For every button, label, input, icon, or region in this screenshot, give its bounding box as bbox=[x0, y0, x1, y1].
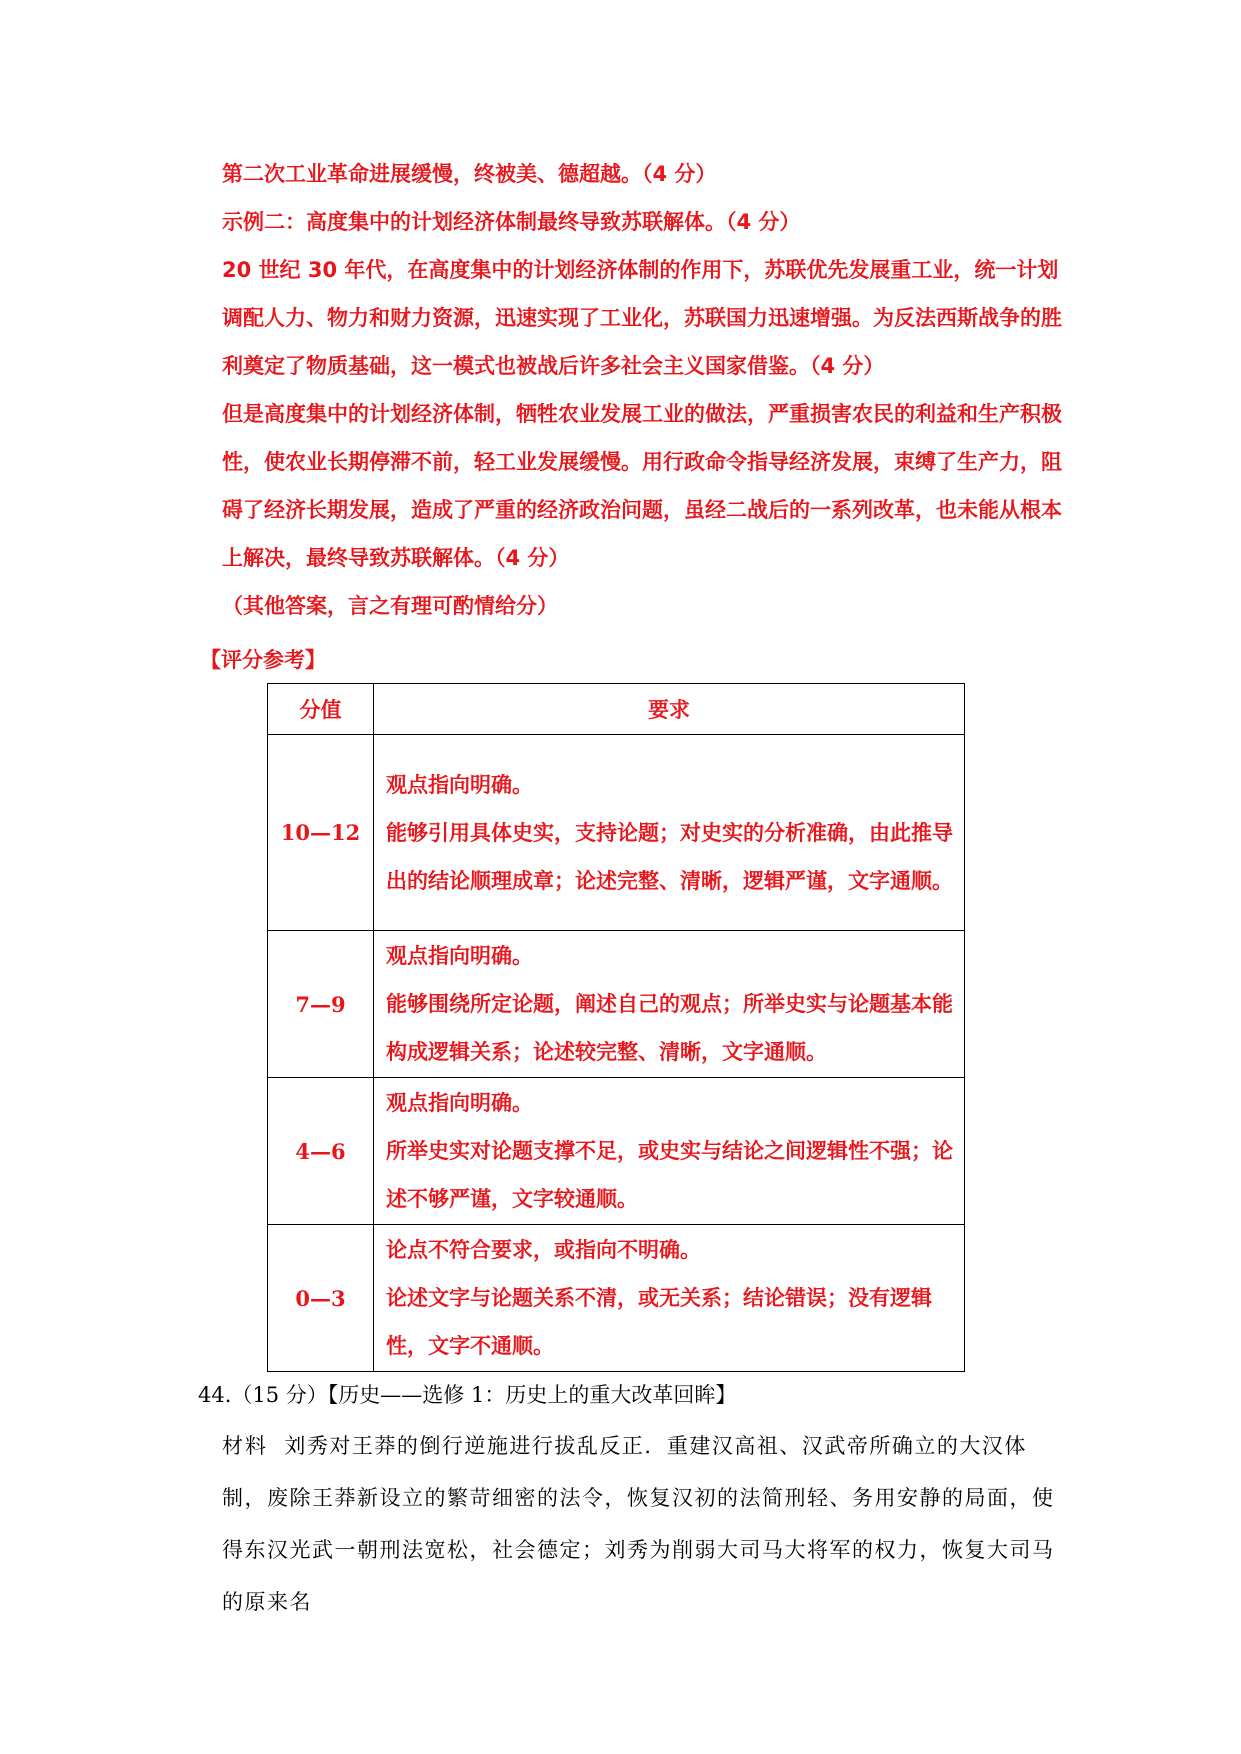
rubric-score: 4—6 bbox=[268, 1078, 374, 1225]
material-label: 材料 bbox=[222, 1434, 268, 1458]
rubric-score: 0—3 bbox=[268, 1225, 374, 1372]
rubric-requirement bbox=[374, 931, 965, 1078]
rubric-header-requirement: 要求 bbox=[374, 684, 965, 735]
rubric-requirement bbox=[374, 1225, 965, 1372]
table-row bbox=[268, 735, 965, 931]
question-44-material bbox=[222, 1420, 1062, 1628]
answer-note: （其他答案，言之有理可酌情给分） bbox=[222, 594, 558, 618]
requirement-line: 观点指向明确。 bbox=[386, 772, 533, 797]
material-text: 刘秀对王莽的倒行逆施进行拔乱反正．重建汉高祖、汉武帝所确立的大汉体制，废除王莽新设立的繁苛细密的法令，恢复汉初的法简刑轻、务用安静的局面，使得东汉光武一朝刑法宽松，社会德定；刘秀为削弱大司马大将军的权力，恢复大司马的原来名 bbox=[222, 1434, 1055, 1614]
requirement-line: 所举史实对论题支撑不足，或史实与结论之间逻辑性不强；论述不够严谨，文字较通顺。 bbox=[386, 1139, 953, 1211]
rubric-header-score: 分值 bbox=[268, 684, 374, 735]
requirement-line: 能够引用具体史实，支持论题；对史实的分析准确，由此推导出的结论顺理成章；论述完整、清晰，逻辑严谨，文字通顺。 bbox=[386, 820, 953, 893]
table-row bbox=[268, 1225, 965, 1372]
requirement-line: 论述文字与论题关系不清，或无关系；结论错误；没有逻辑性，文字不通顺。 bbox=[386, 1286, 932, 1358]
rubric-score: 7—9 bbox=[268, 931, 374, 1078]
rubric-table bbox=[267, 683, 965, 1372]
rubric-score: 10—12 bbox=[268, 735, 374, 931]
requirement-line: 能够围绕所定论题，阐述自己的观点；所举史实与论题基本能构成逻辑关系；论述较完整、清晰，文字通顺。 bbox=[386, 992, 953, 1064]
question-44-title: 44.（15 分）【历史——选修 1：历史上的重大改革回眸】 bbox=[198, 1383, 737, 1407]
answer-paragraph-2: 但是高度集中的计划经济体制，牺牲农业发展工业的做法，严重损害农民的利益和生产积极性，使农业长期停滞不前，轻工业发展缓慢。用行政命令指导经济发展，束缚了生产力，阻碍了经济长期发展，造成了严重的经济政治问题，虽经二战后的一系列改革，也未能从根本上解决，最终导致苏联解体。（4 分） bbox=[222, 402, 1062, 570]
table-row bbox=[268, 1078, 965, 1225]
answer-line-2: 示例二：高度集中的计划经济体制最终导致苏联解体。（4 分） bbox=[222, 210, 801, 234]
requirement-line: 观点指向明确。 bbox=[386, 944, 533, 968]
answer-line-1: 第二次工业革命进展缓慢，终被美、德超越。（4 分） bbox=[222, 162, 717, 186]
rubric-requirement bbox=[374, 1078, 965, 1225]
requirement-line: 论点不符合要求，或指向不明确。 bbox=[386, 1238, 701, 1262]
requirement-line: 观点指向明确。 bbox=[386, 1091, 533, 1115]
rubric-requirement bbox=[374, 735, 965, 931]
table-row bbox=[268, 931, 965, 1078]
answer-paragraph-1: 20 世纪 30 年代，在高度集中的计划经济体制的作用下，苏联优先发展重工业，统一计划调配人力、物力和财力资源，迅速实现了工业化，苏联国力迅速增强。为反法西斯战争的胜利奠定了物质基础，这一模式也被战后许多社会主义国家借鉴。（4 分） bbox=[222, 258, 1062, 378]
rubric-heading: 【评分参考】 bbox=[200, 648, 326, 672]
rubric-header-row bbox=[268, 684, 965, 735]
